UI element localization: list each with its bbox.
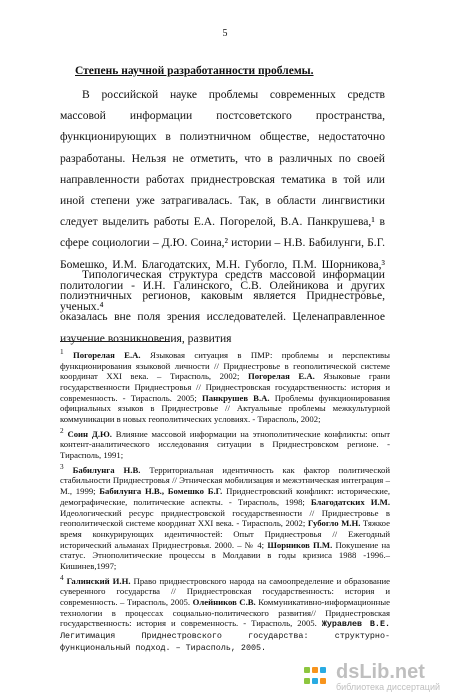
footnote-2: [60, 426, 390, 461]
logo-square: [320, 667, 326, 673]
logo-square: [320, 678, 326, 684]
logo-square: [312, 678, 318, 684]
footnote-divider: [60, 341, 170, 342]
footnote-author: Бабилунга Н.В., Бомешко Б.Г.: [99, 486, 223, 497]
logo-square: [304, 667, 310, 673]
watermark-text: [336, 662, 440, 692]
footnote-author: Бабилунга Н.В.: [72, 464, 141, 475]
paragraph-2: [60, 264, 385, 349]
dslib-logo-icon: [304, 667, 330, 687]
footnote-marker: 2: [60, 426, 64, 435]
paragraph-1-text: В российской науке проблемы современных средств массовой информации постсоветского пространства, функционирующих в полиэтничном обществе, недостаточно разработаны. Нельзя не отметить, что в различных по своей направленности работах приднестровская тематика в той или иной степени уже затрагивалась. Так, в области лингвистики следует выделить работы Е.А. Погорелой, В.А. Панкрушева,¹ в сфере социологии – Д.Ю. Соина,² истории – Н.В. Бабилунги, Б.Г. Бомешко, И.М. Благодатских, М.Н. Губогло, П.М. Шорникова,³ политологии - И.Н. Галинского, С.В. Олейникова и других ученых.⁴: [60, 88, 385, 314]
footnote-author: Журавлев В.Е.: [321, 619, 390, 630]
footnote-marker: 1: [60, 348, 64, 356]
logo-square: [304, 678, 310, 684]
footnote-text: Коммуникативно-информационные технологии в процессах социально-политического развития// Приднестровская государственность: история и современность. - Тирасполь, 2005.: [60, 597, 390, 629]
footnote-3: [60, 462, 390, 572]
footnote-author: Панкрушев В.А.: [201, 392, 270, 403]
footnote-author: Шорников П.М.: [267, 539, 333, 550]
footnote-text: Территориальная идентичность как фактор политической стабильности Приднестровья // Этническая мобилизация и межэтническая интеграция – М., 1999;: [60, 464, 390, 497]
footnote-text: Языковые грани государственности Приднестровья // Приднестровская государственность: история и современность. - Тирасполь. 2005;: [60, 371, 390, 403]
footnote-author: Губогло М.Н.: [307, 518, 361, 529]
footnote-text: Языковая ситуация в ПМР: проблемы и перспективы функционирования языковой личности // Приднестровье в геополитической системе координат XXI века. – Тирасполь, 2002;: [60, 349, 390, 382]
watermark-subtitle: библиотека диссертаций: [335, 682, 440, 692]
footnote-text: Влияние массовой информации на этнополитические конфликты: опыт контент-аналитического исследования ситуации в Приднестровском регионе. - Тирасполь, 1991;: [60, 428, 391, 461]
footnote-author: Благодатских И.М.: [310, 496, 390, 507]
footnote-text: Проблемы функционирования официальных языков в Приднестровье // Актуальные проблемы межкультурной коммуникации в новых геополитических условиях. - Тирасполь, 2002;: [60, 392, 391, 425]
footnote-text: Легитимация Приднестровского государства: структурно-функциональный подход. – Тирасполь, 2005.: [60, 631, 390, 653]
watermark: [304, 662, 440, 692]
footnote-1: [60, 347, 390, 425]
footnote-marker: 3: [60, 462, 64, 471]
footnote-author: Погорелая Е.А.: [73, 349, 141, 360]
footnote-text: Право приднестровского народа на самоопределение и образование суверенного государства // Приднестровская государственность: история и современность. – Тирасполь, 2005.: [60, 575, 390, 608]
footnote-author: Галинский И.Н.: [66, 575, 131, 586]
footnote-text: Приднестровский конфликт: исторические, демографические, политические аспекты. - Тирасполь, 1998;: [60, 486, 390, 507]
footnote-author: Соин Д.Ю.: [67, 428, 112, 439]
paragraph-2-text: Типологическая структура средств массовой информации полиэтничных регионов, каковым является Приднестровье, оказалась вне поля зрения исследователей. Целенаправленное изучение возникновения, развития: [60, 268, 385, 345]
footnote-author: Олейников С.В.: [192, 597, 256, 608]
footnote-4: [60, 573, 390, 654]
footnote-text: Тяжкое время конкурирующих идентичностей: Опыт Приднестровья // Ежегодный исторический альманах Приднестровья. 2000. – № 4;: [60, 518, 390, 550]
footnotes: [60, 347, 390, 655]
watermark-brand: dsLib.net: [335, 661, 425, 683]
section-heading: Степень научной разработанности проблемы.: [75, 65, 314, 77]
footnote-text: Идеологический ресурс приднестровской государственности // Приднестровье в геополитической системе координат XXI века. - Тирасполь, 2002;: [60, 507, 390, 529]
footnote-text: Покушение на статус. Этнополитические процессы в Молдавии в годы кризиса 1988 -1996.– Кишинев,1997;: [60, 539, 390, 572]
footnote-marker: 4: [60, 573, 64, 582]
logo-square: [312, 667, 318, 673]
page-number: 5: [222, 28, 228, 39]
footnote-author: Погорелая Е.А.: [248, 371, 315, 382]
